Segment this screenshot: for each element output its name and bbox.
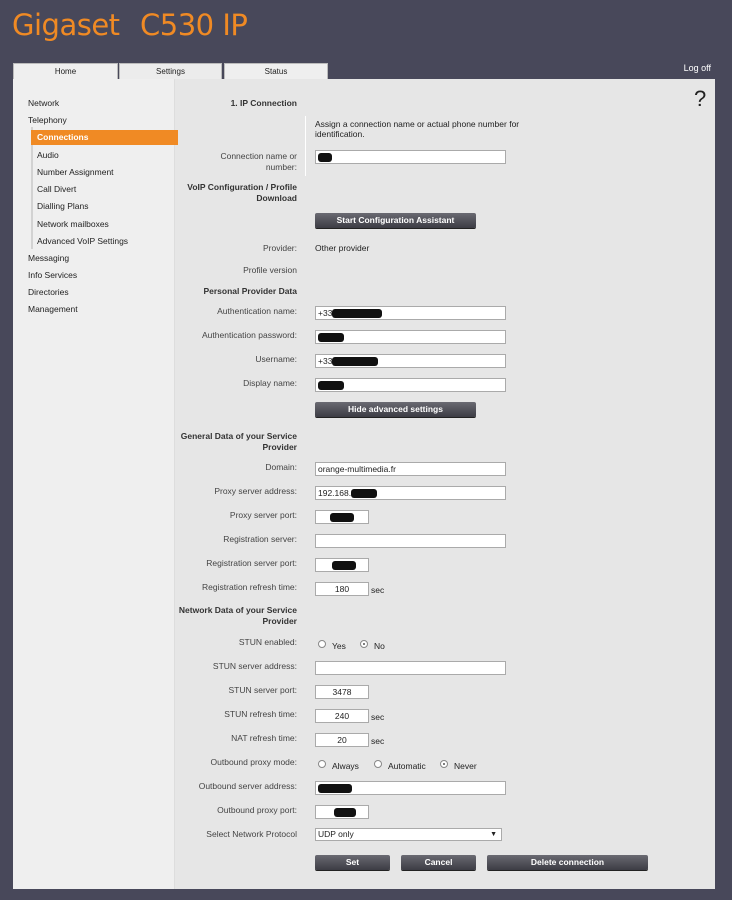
redacted-mark <box>332 309 382 318</box>
connection-name-label: Connection name or number: <box>220 151 297 172</box>
tab-settings[interactable]: Settings <box>119 63 222 79</box>
stun-no-radio[interactable] <box>360 640 368 648</box>
sidebar-item-advanced-voip[interactable]: Advanced VoIP Settings <box>37 236 129 246</box>
outbound-never-label: Never <box>454 761 477 771</box>
start-assistant-button[interactable]: Start Configuration Assistant <box>315 213 476 228</box>
protocol-value: UDP only <box>318 829 354 839</box>
sidebar-item-call-divert[interactable]: Call Divert <box>37 184 77 194</box>
auth-name-value: +33 <box>318 308 333 318</box>
stun-yes-label: Yes <box>332 641 346 651</box>
username-value: +33 <box>318 356 333 366</box>
auth-password-input[interactable] <box>315 330 506 344</box>
section-ip-connection: 1. IP Connection <box>230 98 297 108</box>
proxy-port-input[interactable] <box>315 510 369 524</box>
registration-refresh-unit: sec <box>371 585 385 595</box>
outbound-mode-label: Outbound proxy mode: <box>210 757 297 767</box>
provider-label: Provider: <box>262 243 297 253</box>
redacted-mark <box>318 381 344 390</box>
stun-port-label: STUN server port: <box>228 685 297 695</box>
hide-advanced-button[interactable]: Hide advanced settings <box>315 402 476 417</box>
stun-enabled-label: STUN enabled: <box>238 637 297 647</box>
redacted-mark <box>332 357 378 366</box>
sidebar-item-messaging[interactable]: Messaging <box>28 253 70 263</box>
tab-status[interactable]: Status <box>224 63 328 79</box>
connection-name-input[interactable] <box>315 150 506 164</box>
tab-home[interactable]: Home <box>13 63 118 79</box>
sidebar-item-number-assignment[interactable]: Number Assignment <box>37 167 114 177</box>
stun-port-input[interactable]: 3478 <box>315 685 369 699</box>
domain-label: Domain: <box>265 462 297 472</box>
general-data-label: General Data of your Service Provider <box>180 431 297 452</box>
nat-refresh-unit: sec <box>371 736 385 746</box>
proxy-port-label: Proxy server port: <box>229 510 297 520</box>
outbound-port-input[interactable] <box>315 805 369 819</box>
registration-server-input[interactable] <box>315 534 506 548</box>
sidebar-item-network[interactable]: Network <box>28 98 60 108</box>
help-icon[interactable]: ? <box>694 86 707 111</box>
nat-refresh-label: NAT refresh time: <box>231 733 297 743</box>
chevron-down-icon: ▼ <box>490 831 497 838</box>
sidebar-item-connections[interactable] <box>31 130 178 145</box>
registration-refresh-input[interactable]: 180 <box>315 582 369 596</box>
stun-refresh-label: STUN refresh time: <box>224 709 297 719</box>
network-data-label: Network Data of your Service Provider <box>178 605 297 626</box>
sidebar-item-audio[interactable]: Audio <box>37 150 59 160</box>
redacted-mark <box>351 489 377 498</box>
proxy-address-input[interactable] <box>315 486 506 500</box>
stun-refresh-input[interactable]: 240 <box>315 709 369 723</box>
outbound-port-label: Outbound proxy port: <box>217 805 297 815</box>
outbound-address-label: Outbound server address: <box>198 781 297 791</box>
provider-value: Other provider <box>315 243 370 253</box>
display-name-label: Display name: <box>243 378 297 388</box>
sidebar-item-telephony[interactable]: Telephony <box>28 115 67 125</box>
registration-port-label: Registration server port: <box>206 558 297 568</box>
registration-port-input[interactable] <box>315 558 369 572</box>
registration-refresh-label: Registration refresh time: <box>202 582 297 592</box>
stun-no-label: No <box>374 641 385 651</box>
delete-connection-button[interactable]: Delete connection <box>487 855 648 870</box>
redacted-mark <box>318 153 332 162</box>
personal-data-label: Personal Provider Data <box>203 286 297 296</box>
ip-hint: Assign a connection name or actual phone number for identification. <box>315 119 520 139</box>
section-divider <box>305 116 306 176</box>
username-input[interactable] <box>315 354 506 368</box>
sidebar-item-directories[interactable]: Directories <box>28 287 69 297</box>
stun-address-input[interactable] <box>315 661 506 675</box>
redacted-mark <box>334 808 356 817</box>
sidebar-item-management[interactable]: Management <box>28 304 78 314</box>
auth-name-label: Authentication name: <box>217 306 297 316</box>
redacted-mark <box>330 513 354 522</box>
outbound-always-radio[interactable] <box>318 760 326 768</box>
auth-name-input[interactable] <box>315 306 506 320</box>
registration-server-label: Registration server: <box>223 534 297 544</box>
proxy-address-value: 192.168. <box>318 488 352 498</box>
protocol-label: Select Network Protocol <box>206 829 297 839</box>
set-button[interactable]: Set <box>315 855 390 870</box>
stun-refresh-unit: sec <box>371 712 385 722</box>
outbound-automatic-radio[interactable] <box>374 760 382 768</box>
proxy-address-label: Proxy server address: <box>214 486 297 496</box>
sidebar-item-network-mailboxes[interactable]: Network mailboxes <box>37 219 109 229</box>
model-name: C530 IP <box>140 8 248 42</box>
logoff-link[interactable]: Log off <box>683 63 711 73</box>
protocol-select[interactable] <box>315 828 502 841</box>
profile-version-label: Profile version <box>243 265 297 275</box>
nat-refresh-input[interactable]: 20 <box>315 733 369 747</box>
sidebar-item-label: Connections <box>37 132 89 142</box>
outbound-never-radio[interactable] <box>440 760 448 768</box>
auth-password-label: Authentication password: <box>202 330 297 340</box>
stun-address-label: STUN server address: <box>212 661 297 671</box>
redacted-mark <box>318 333 344 342</box>
domain-input[interactable]: orange-multimedia.fr <box>315 462 506 476</box>
cancel-button[interactable]: Cancel <box>401 855 476 870</box>
stun-yes-radio[interactable] <box>318 640 326 648</box>
sidebar-subnav-indicator <box>31 127 33 249</box>
redacted-mark <box>332 561 356 570</box>
outbound-automatic-label: Automatic <box>388 761 426 771</box>
username-label: Username: <box>255 354 297 364</box>
redacted-mark <box>318 784 352 793</box>
sidebar-item-info-services[interactable]: Info Services <box>28 270 78 280</box>
brand-logo <box>12 8 248 42</box>
outbound-always-label: Always <box>332 761 359 771</box>
voip-config-label: VoIP Configuration / Profile Download <box>187 182 297 203</box>
sidebar-item-dialling-plans[interactable]: Dialling Plans <box>37 201 89 211</box>
outbound-address-input[interactable] <box>315 781 506 795</box>
brand-name: Gigaset <box>12 8 120 42</box>
display-name-input[interactable] <box>315 378 506 392</box>
